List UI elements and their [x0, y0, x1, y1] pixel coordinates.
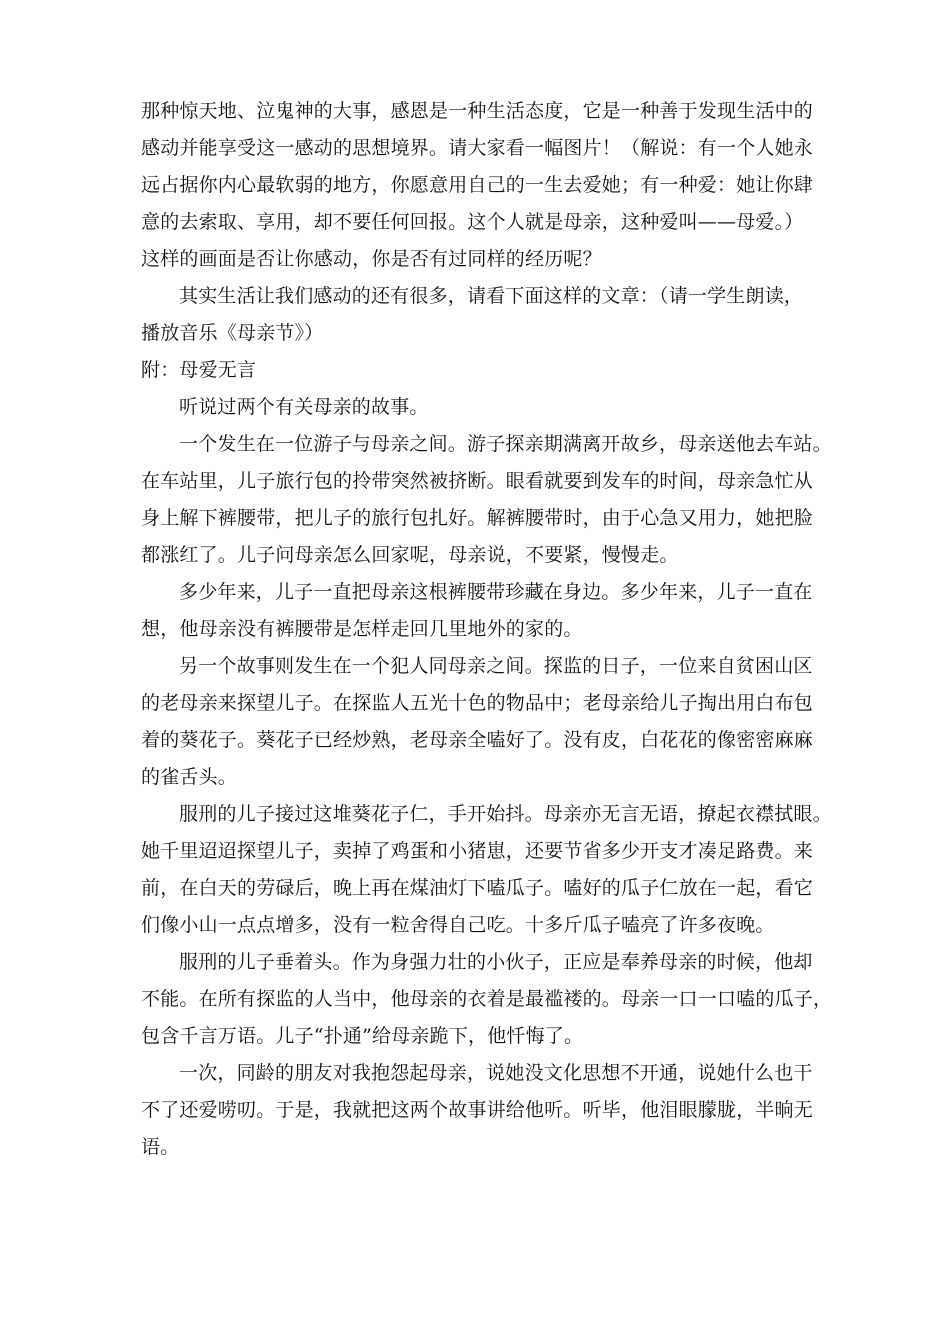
paragraph — [141, 358, 817, 382]
text-line: 们像小山一点点增多，没有一粒舍得自己吃。十多斤瓜子嗑亮了许多夜晚。 — [141, 914, 775, 936]
text-line: 不了还爱唠叨。于是，我就把这两个故事讲给他听。听毕，他泪眼朦胧，半晌无 — [141, 1099, 814, 1121]
paragraph — [141, 580, 817, 641]
text-line: 播放音乐《母亲节》） — [141, 322, 324, 344]
text-line: 另一个故事则发生在一个犯人同母亲之间。探监的日子，一位来自贫困山区 — [179, 655, 813, 677]
text-line: 服刑的儿子垂着头。作为身强力壮的小伙子，正应是奉养母亲的时候，他却 — [179, 951, 813, 973]
paragraph — [141, 1061, 817, 1159]
text-line: 听说过两个有关母亲的故事。 — [179, 396, 429, 418]
text-line: 语。 — [141, 1136, 180, 1158]
text-line: 都涨红了。儿子问母亲怎么回家呢，母亲说，不要紧，慢慢走。 — [141, 544, 679, 566]
text-line: 这样的画面是否让你感动，你是否有过同样的经历呢？ — [141, 248, 602, 270]
text-line: 那种惊天地、泣鬼神的大事，感恩是一种生活态度，它是一种善于发现生活中的 — [141, 100, 814, 122]
paragraph — [141, 654, 817, 789]
text-line: 在车站里，儿子旅行包的拎带突然被挤断。眼看就要到发车的时间，母亲急忙从 — [141, 470, 814, 492]
text-line: 远占据你内心最软弱的地方，你愿意用自己的一生去爱她；有一种爱：她让你肆 — [141, 174, 814, 196]
text-line: 她千里迢迢探望儿子，卖掉了鸡蛋和小猪崽，还要节省多少开支才凑足路费。来 — [141, 840, 814, 862]
text-line: 一个发生在一位游子与母亲之间。游子探亲期满离开故乡，母亲送他去车站。 — [179, 433, 832, 455]
text-line: 服刑的儿子接过这堆葵花子仁，手开始抖。母亲亦无言无语，撩起衣襟拭眼。 — [179, 803, 832, 825]
paragraph — [141, 395, 817, 419]
paragraph — [141, 432, 832, 567]
text-line: 着的葵花子。葵花子已经炒熟，老母亲全嗑好了。没有皮，白花花的像密密麻麻 — [141, 729, 814, 751]
text-line: 其实生活让我们感动的还有很多，请看下面这样的文章：（请一学生朗读， — [179, 285, 804, 307]
paragraph — [141, 802, 832, 937]
text-line: 想，他母亲没有裤腰带是怎样走回几里地外的家的。 — [141, 618, 583, 640]
text-line: 包含千言万语。儿子“扑通”给母亲跪下，他忏悔了。 — [141, 1025, 584, 1047]
document-body — [141, 99, 833, 1159]
text-line: 身上解下裤腰带，把儿子的旅行包扎好。解裤腰带时，由于心急又用力，她把脸 — [141, 507, 814, 529]
text-line: 多少年来，儿子一直把母亲这根裤腰带珍藏在身边。多少年来，儿子一直在 — [179, 581, 813, 603]
text-line: 的雀舌头。 — [141, 766, 238, 788]
text-line: 不能。在所有探监的人当中，他母亲的衣着是最褴褛的。母亲一口一口嗑的瓜子， — [141, 988, 833, 1010]
text-line: 感动并能享受这一感动的思想境界。请大家看一幅图片！（解说：有一个人她永 — [141, 137, 814, 159]
text-line: 前，在白天的劳碌后，晚上再在煤油灯下嗑瓜子。嗑好的瓜子仁放在一起，看它 — [141, 877, 814, 899]
paragraph — [141, 284, 817, 345]
text-line: 意的去索取、享用，却不要任何回报。这个人就是母亲，这种爱叫——母爱。） — [141, 211, 804, 233]
text-line: 附：母爱无言 — [141, 359, 257, 381]
paragraph — [141, 99, 817, 271]
paragraph — [141, 950, 833, 1048]
text-line: 的老母亲来探望儿子。在探监人五光十色的物品中；老母亲给儿子掏出用白布包 — [141, 692, 814, 714]
text-line: 一次，同龄的朋友对我抱怨起母亲，说她没文化思想不开通，说她什么也干 — [179, 1062, 813, 1084]
